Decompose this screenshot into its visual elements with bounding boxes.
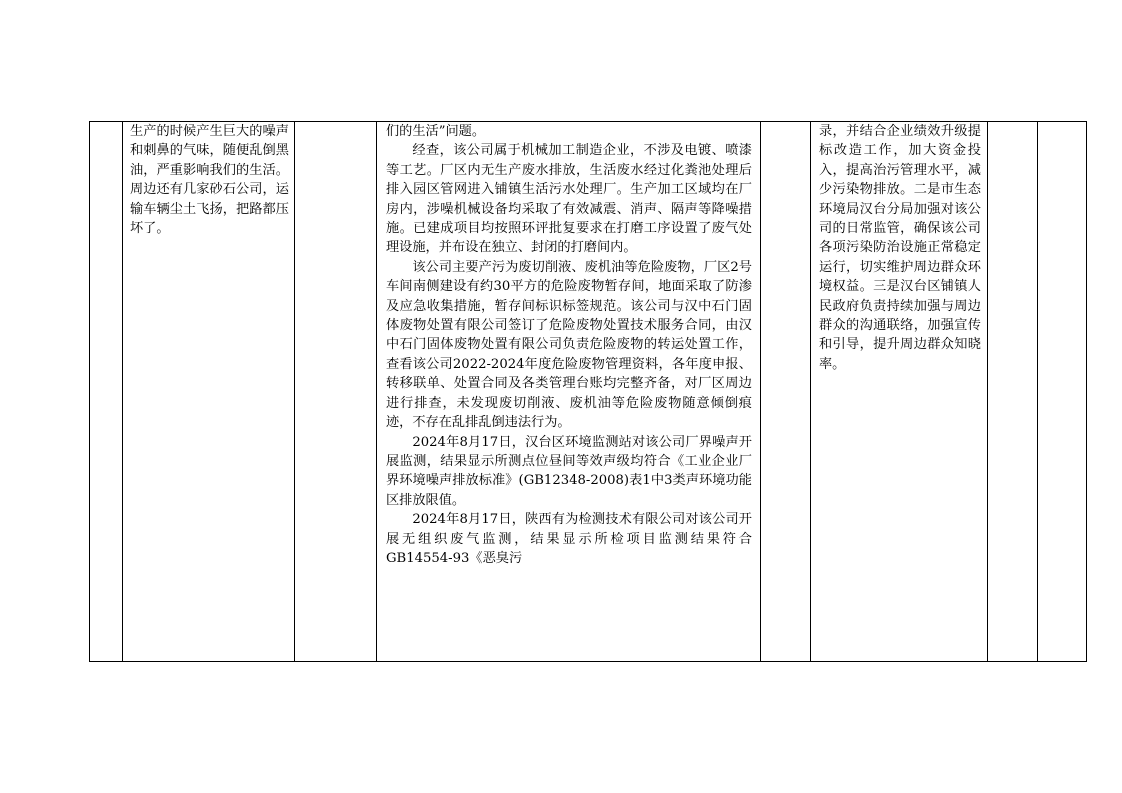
rectification-measures-cell <box>811 122 988 662</box>
investigation-paragraph: 们的生活”问题。 <box>386 124 486 139</box>
verification-cell <box>761 122 811 662</box>
table-row <box>90 122 1087 662</box>
investigation-cell <box>377 122 761 662</box>
remarks-cell <box>1038 122 1087 662</box>
complaint-content-cell <box>123 122 295 662</box>
investigation-paragraph: 2024年8月17日，陕西有为检测技术有限公司对该公司开展无组织废气监测，结果显示所检项目监测结果符合GB14554-93《恶臭污 <box>386 512 752 566</box>
investigation-paragraph: 2024年8月17日，汉台区环境监测站对该公司厂界噪声开展监测，结果显示所测点位昼间等效声级均符合《工业企业厂界环境噪声排放标准》(GB12348-2008)表1中3类声环境功能区排放限值。 <box>386 434 752 508</box>
investigation-paragraph: 该公司主要产污为废切削液、废机油等危险废物，厂区2号车间南侧建设有约30平方的危险废物暂存间，地面采取了防渗及应急收集措施，暂存间标识标签规范。该公司与汉中石门固体废物处置有限公司签订了危险废物处置技术服务合同，由汉中石门固体废物处置有限公司负责危险废物的转运处置工作，查看该公司2022-2024年度危险废物管理资料，各年度申报、转移联单、处置合同及各类管理台账均完整齐备，对厂区周边进行排查，未发现废切削液、废机油等危险废物随意倾倒痕迹，不存在乱排乱倒违法行为。 <box>386 259 752 431</box>
investigation-paragraph: 经查，该公司属于机械加工制造企业，不涉及电镀、喷漆等工艺。厂区内无生产废水排放，生活废水经过化粪池处理后排入园区管网进入铺镇生活污水处理厂。生产加工区域均在厂房内，涉噪机械设备均采取了有效减震、消声、隔声等降噪措施。已建成项目均按照环评批复要求在打磨工序设置了废气处理设施，并布设在独立、封闭的打磨间内。 <box>386 143 752 256</box>
complaint-content-text: 生产的时候产生巨大的噪声和刺鼻的气味，随便乱倒黑油，严重影响我们的生活。周边还有几家砂石公司，运输车辆尘土飞扬，把路都压坏了。 <box>130 124 289 237</box>
complaint-table <box>89 121 1087 662</box>
index-cell <box>90 122 123 662</box>
accountability-cell <box>988 122 1038 662</box>
administrative-region-cell <box>295 122 377 662</box>
rectification-measures-text: 录，并结合企业绩效升级提标改造工作，加大资金投入，提高治污管理水平，减少污染物排放。二是市生态环境局汉台分局加强对该公司的日常监管，确保该公司各项污染防治设施正常稳定运行，切实维护周边群众环境权益。三是汉台区铺镇人民政府负责持续加强与周边群众的沟通联络，加强宣传和引导，提升周边群众知晓率。 <box>819 124 981 372</box>
